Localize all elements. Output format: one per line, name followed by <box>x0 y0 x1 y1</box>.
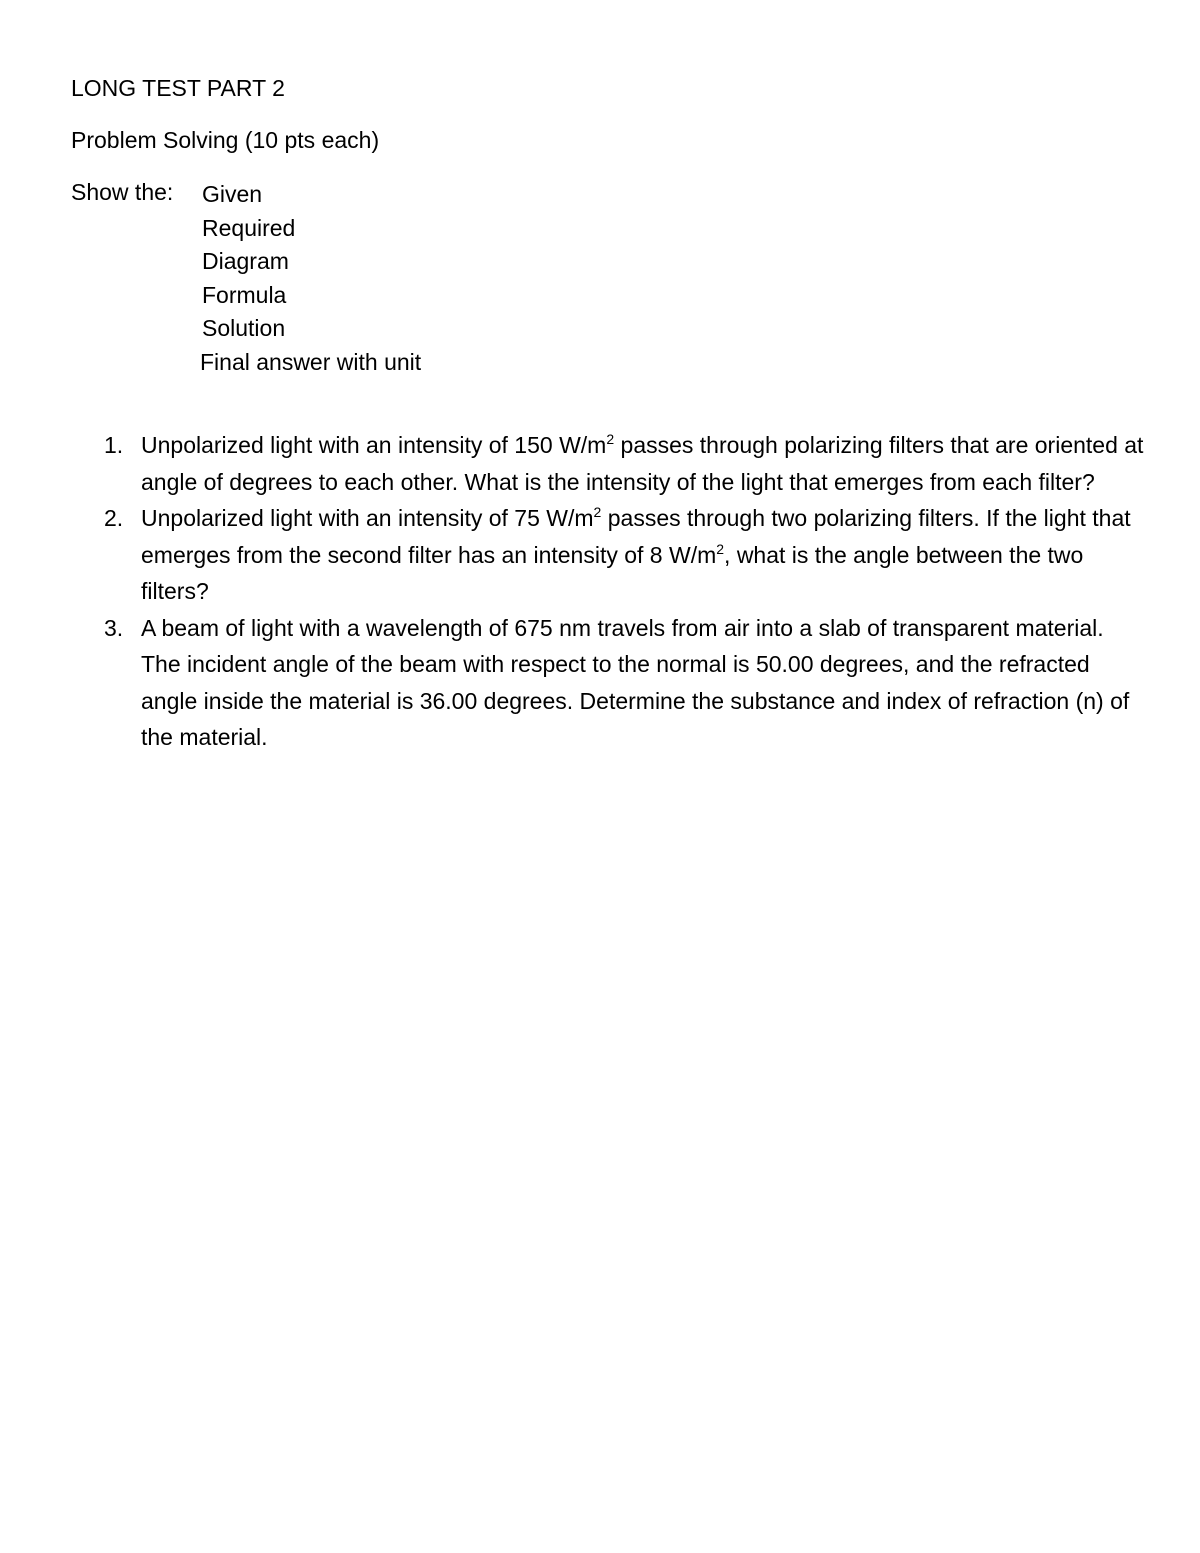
section-subtitle: Problem Solving (10 pts each) <box>71 127 380 153</box>
problem-list <box>104 427 1144 756</box>
show-item-given: Given <box>202 181 263 207</box>
show-label: Show the: <box>71 179 174 205</box>
show-items-list <box>202 178 421 380</box>
show-item-final-answer: Final answer with unit <box>200 348 422 375</box>
problem-text <box>141 500 1144 610</box>
problem-text-part: Unpolarized light with an intensity of 75 W/m <box>141 505 594 531</box>
show-item-required: Required <box>202 214 296 241</box>
superscript: 2 <box>716 540 725 557</box>
problem-text-part: passes through two polarizing filters. If the light that emerges from the second filter has an intensity of 8 W/m <box>141 505 1131 568</box>
problem-2 <box>104 500 1144 610</box>
problem-text-part: Unpolarized light with an intensity of 150 W/m <box>141 432 607 458</box>
page-title: LONG TEST PART 2 <box>71 75 285 101</box>
problem-text-part: passes through polarizing filters that are oriented at angle of degrees to each other. What is the intensity of the light that emerges from each filter? <box>141 432 1144 495</box>
problem-text <box>141 427 1144 500</box>
problem-number: 3. <box>104 614 124 641</box>
show-item-solution: Solution <box>202 315 286 342</box>
problem-text-part: , what is the angle between the two filters? <box>141 541 1084 604</box>
problem-3 <box>104 610 1144 756</box>
problem-number: 2. <box>104 505 124 531</box>
superscript: 2 <box>593 504 602 520</box>
problem-1 <box>104 427 1144 500</box>
superscript: 2 <box>606 431 615 447</box>
problem-text: A beam of light with a wavelength of 675 nm travels from air into a slab of transparent material. The incident angle of the beam with respect to the normal is 50.00 degrees, and the refracted angle inside the material is 36.00 degrees. Determine the substance and index of refraction (n) of the material. <box>141 614 1130 750</box>
problem-number: 1. <box>104 432 124 458</box>
show-item-diagram: Diagram <box>202 248 289 275</box>
show-item-formula: Formula <box>202 281 287 308</box>
